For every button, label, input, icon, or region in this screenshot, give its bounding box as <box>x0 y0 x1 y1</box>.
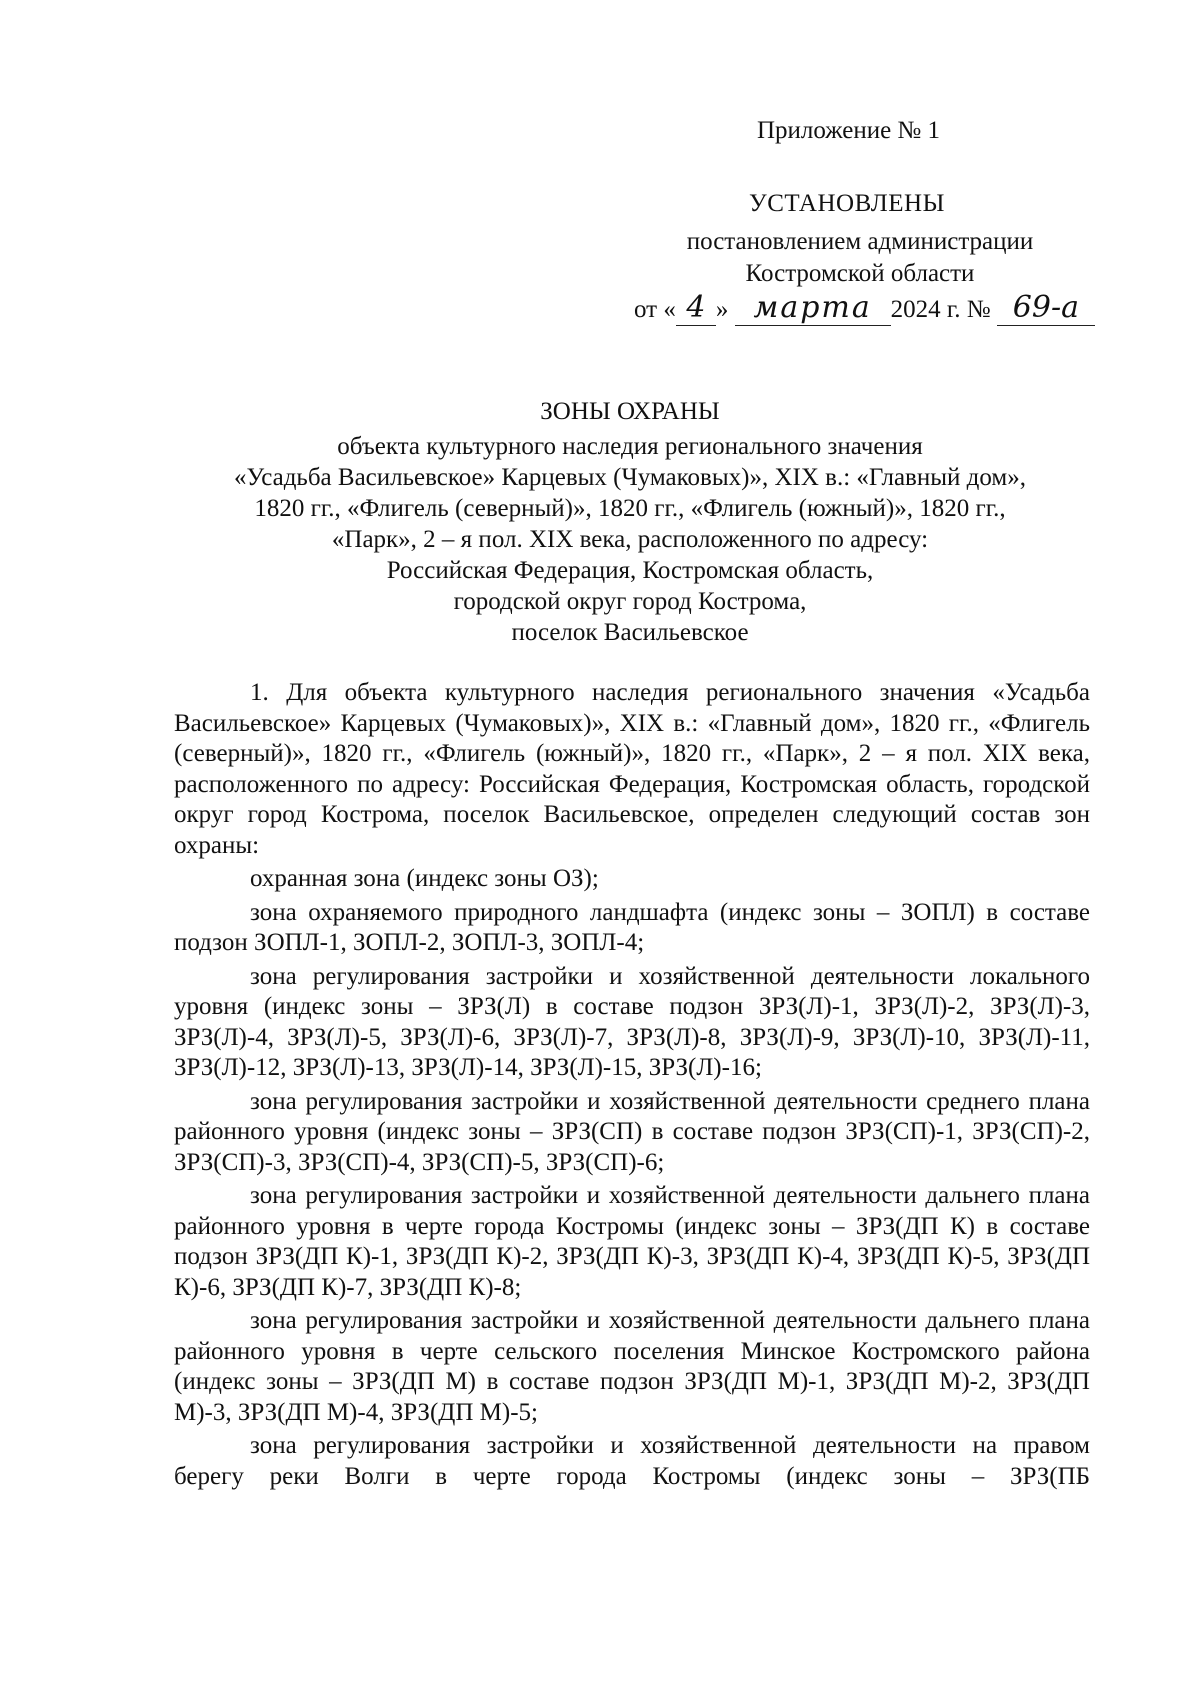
date-year: 2024 г. № <box>890 296 991 323</box>
body-paragraph: зона регулирования застройки и хозяйственной деятельности среднего плана районного уровня (индекс зоны – ЗРЗ(СП) в составе подзон ЗРЗ(СП)-1, ЗРЗ(СП)-2, ЗРЗ(СП)-3, ЗРЗ(СП)-4, ЗРЗ(СП)-5, ЗРЗ(СП)-6; <box>174 1087 1090 1176</box>
handwritten-decree-number: 69-а <box>997 290 1095 326</box>
title-line: поселок Васильевское <box>511 619 749 646</box>
title-line: городской округ город Кострома, <box>453 588 807 615</box>
body-paragraph: охранная зона (индекс зоны ОЗ); <box>250 865 599 892</box>
handwritten-day: 4 <box>676 290 716 326</box>
document-body <box>174 678 1090 1492</box>
title-line: «Усадьба Васильевское» Карцевых (Чумаковых)», XIX в.: «Главный дом», <box>234 464 1026 491</box>
document-title: ЗОНЫ ОХРАНЫ <box>540 398 720 425</box>
date-mid: » <box>715 296 729 323</box>
title-line: «Парк», 2 – я пол. XIX века, расположенного по адресу: <box>331 526 929 553</box>
handwritten-month: марта <box>735 290 891 326</box>
body-paragraph: зона регулирования застройки и хозяйственной деятельности локального уровня (индекс зоны – ЗРЗ(Л) в составе подзон ЗРЗ(Л)-1, ЗРЗ(Л)-2, ЗРЗ(Л)-3, ЗРЗ(Л)-4, ЗРЗ(Л)-5, ЗРЗ(Л)-6, ЗРЗ(Л)-7, ЗРЗ(Л)-8, ЗРЗ(Л)-9, ЗРЗ(Л)-10, ЗРЗ(Л)-11, ЗРЗ(Л)-12, ЗРЗ(Л)-13, ЗРЗ(Л)-14, ЗРЗ(Л)-15, ЗРЗ(Л)-16; <box>174 962 1090 1081</box>
approved-stamp-label: УСТАНОВЛЕНЫ <box>749 190 945 217</box>
approved-by-line-2: Костромской области <box>745 260 975 287</box>
body-paragraph: 1. Для объекта культурного наследия регионального значения «Усадьба Васильевское» Карцевых (Чумаковых)», XIX в.: «Главный дом», 1820 гг., «Флигель (северный)», 1820 гг., «Флигель (южный)», 1820 гг., «Парк», 2 – я пол. XIX века, расположенного по адресу: Российская Федерация, Костромская область, городской округ город Кострома, поселок Васильевское, определен следующий состав зон охраны: <box>174 679 1090 859</box>
approved-by-line-1: постановлением администрации <box>686 228 1034 255</box>
title-line: объекта культурного наследия регионального значения <box>337 433 923 460</box>
body-paragraph: зона охраняемого природного ландшафта (индекс зоны – ЗОПЛ) в составе подзон ЗОПЛ-1, ЗОПЛ-2, ЗОПЛ-3, ЗОПЛ-4; <box>174 898 1090 956</box>
decree-line <box>634 290 1095 326</box>
body-paragraph: зона регулирования застройки и хозяйственной деятельности на правом берегу реки Волги в черте города Костромы (индекс зоны – ЗРЗ(ПБ <box>174 1432 1090 1490</box>
title-line: 1820 гг., «Флигель (северный)», 1820 гг., «Флигель (южный)», 1820 гг., <box>254 495 1006 522</box>
appendix-label: Приложение № 1 <box>757 117 941 144</box>
title-line: Российская Федерация, Костромская область, <box>386 557 874 584</box>
date-prefix: от « <box>634 296 676 323</box>
body-paragraph: зона регулирования застройки и хозяйственной деятельности дальнего плана районного уровня в черте города Костромы (индекс зоны – ЗРЗ(ДП К) в составе подзон ЗРЗ(ДП К)-1, ЗРЗ(ДП К)-2, ЗРЗ(ДП К)-3, ЗРЗ(ДП К)-4, ЗРЗ(ДП К)-5, ЗРЗ(ДП К)-6, ЗРЗ(ДП К)-7, ЗРЗ(ДП К)-8; <box>174 1182 1090 1301</box>
body-paragraph: зона регулирования застройки и хозяйственной деятельности дальнего плана районного уровня в черте сельского поселения Минское Костромского района (индекс зоны – ЗРЗ(ДП М) в составе подзон ЗРЗ(ДП М)-1, ЗРЗ(ДП М)-2, ЗРЗ(ДП М)-3, ЗРЗ(ДП М)-4, ЗРЗ(ДП М)-5; <box>174 1307 1090 1426</box>
document-title-block <box>150 396 1110 648</box>
